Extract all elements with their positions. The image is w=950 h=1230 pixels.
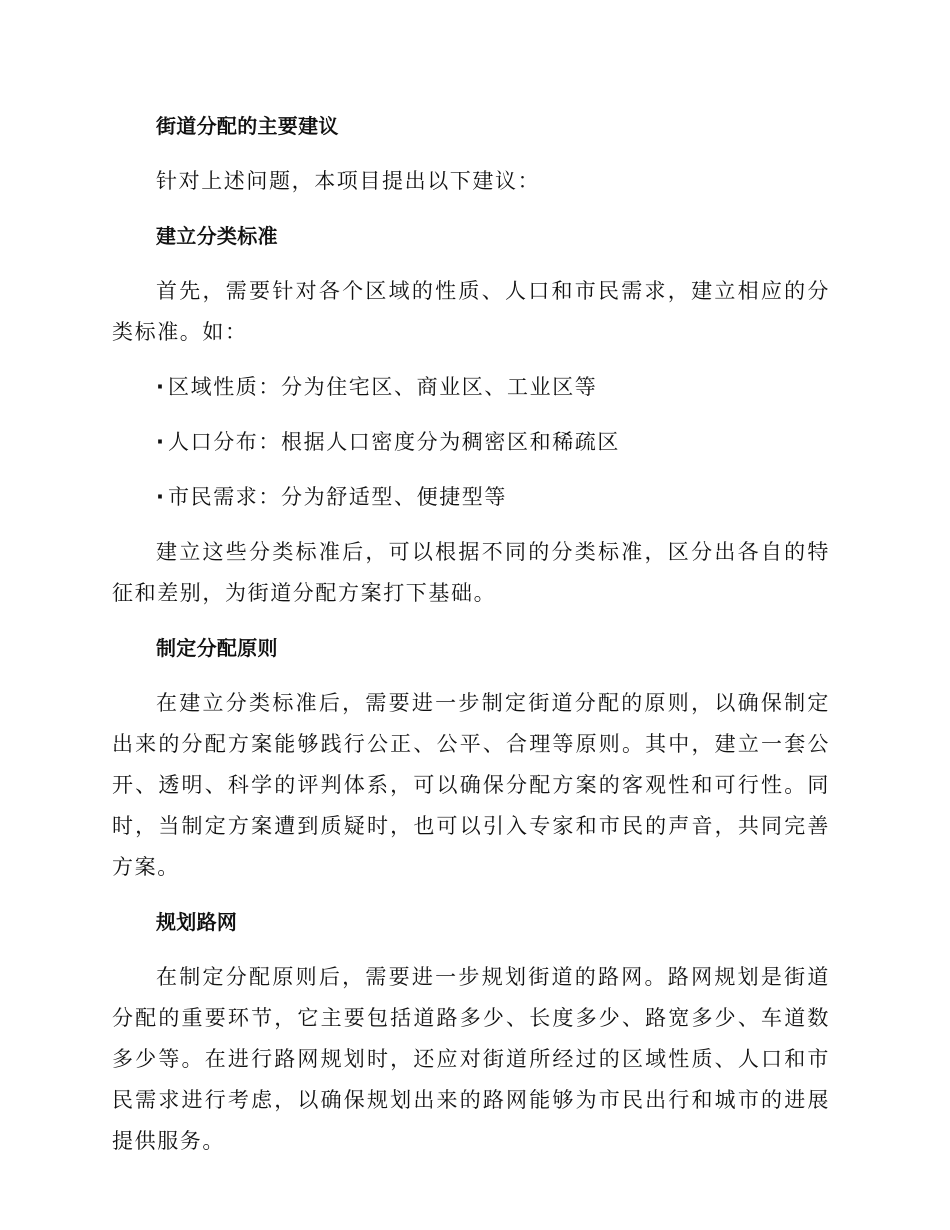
list-item (112, 422, 830, 463)
classification-summary-paragraph: 建立这些分类标准后，可以根据不同的分类标准，区分出各自的特征和差别，为街道分配方案打下基础。 (112, 540, 830, 605)
subheading-classification: 建立分类标准 (156, 224, 278, 248)
bullet-population: 人口分布：根据人口密度分为稠密区和稀疏区 (168, 430, 620, 454)
road-network-paragraph: 在制定分配原则后，需要进一步规划街道的路网。路网规划是街道分配的重要环节，它主要包括道路多少、长度多少、路宽多少、车道数多少等。在进行路网规划时，还应对街道所经过的区域性质、人口和市民需求进行考虑，以确保规划出来的路网能够为市民出行和城市的进展提供服务。 (112, 965, 830, 1153)
list-item (112, 477, 830, 518)
intro-paragraph: 针对上述问题，本项目提出以下建议： (156, 169, 541, 193)
bullet-region-nature: 区域性质：分为住宅区、商业区、工业区等 (168, 375, 598, 399)
bullet-dot-icon: · (156, 430, 166, 454)
section-title: 街道分配的主要建议 (156, 114, 339, 138)
document-body (112, 106, 830, 1176)
principles-paragraph: 在建立分类标准后，需要进一步制定街道分配的原则，以确保制定出来的分配方案能够践行公正、公平、合理等原则。其中，建立一套公开、透明、科学的评判体系，可以确保分配方案的客观性和可行性。同时，当制定方案遭到质疑时，也可以引入专家和市民的声音，共同完善方案。 (112, 691, 830, 879)
classification-paragraph: 首先，需要针对各个区域的性质、人口和市民需求，建立相应的分类标准。如： (112, 279, 830, 344)
bullet-dot-icon: · (156, 375, 166, 399)
bullet-dot-icon: · (156, 485, 166, 509)
subheading-road-network: 规划路网 (156, 910, 238, 934)
bullet-citizen-needs: 市民需求：分为舒适型、便捷型等 (168, 485, 507, 509)
list-item (112, 367, 830, 408)
subheading-principles: 制定分配原则 (156, 636, 278, 660)
